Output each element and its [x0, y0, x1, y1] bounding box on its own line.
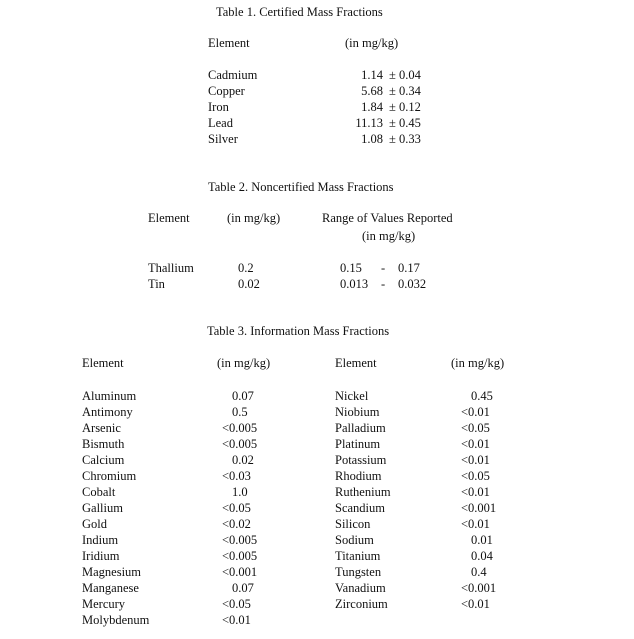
mass-fraction: <0.01: [222, 613, 251, 627]
table3-header-element-right: Element: [335, 356, 377, 370]
table-row: [0, 548, 634, 564]
element-name: Ruthenium: [335, 485, 391, 499]
element-name: Scandium: [335, 501, 385, 515]
mass-fraction: 0.2: [238, 261, 254, 275]
element-name: Tin: [148, 277, 165, 291]
mass-fraction: <0.005: [222, 533, 258, 547]
element-name: Palladium: [335, 421, 386, 435]
range-separator: -: [381, 277, 386, 291]
mass-fraction: 0.5: [232, 405, 248, 419]
table1-title: Table 1. Certified Mass Fractions: [216, 5, 383, 19]
element-name: Potassium: [335, 453, 387, 467]
mass-fraction: <0.001: [461, 581, 497, 595]
table3-header-element-left: Element: [82, 356, 124, 370]
table-row: [0, 596, 634, 612]
element-name: Silver: [208, 132, 238, 146]
table-row: [0, 260, 634, 276]
table-row: [0, 612, 320, 628]
range-low: 0.15: [340, 261, 362, 275]
table-row: [0, 436, 634, 452]
table1-body: [0, 67, 634, 147]
mass-fraction: <0.01: [461, 453, 490, 467]
range-high: 0.032: [398, 277, 427, 291]
mass-fraction: 0.02: [238, 277, 260, 291]
element-name: Arsenic: [82, 421, 121, 435]
mass-fraction: <0.03: [222, 469, 251, 483]
element-name: Molybdenum: [82, 613, 150, 627]
table-row: [0, 404, 634, 420]
element-name: Antimony: [82, 405, 133, 419]
element-name: Niobium: [335, 405, 380, 419]
table-row: [0, 564, 634, 580]
element-name: Titanium: [335, 549, 381, 563]
table3-header-value-right: (in mg/kg): [451, 356, 505, 370]
element-name: Iron: [208, 100, 229, 114]
mass-fraction: <0.01: [461, 405, 490, 419]
element-name: Gold: [82, 517, 107, 531]
element-name: Gallium: [82, 501, 123, 515]
table-row: [0, 99, 634, 115]
element-name: Cadmium: [208, 68, 258, 82]
range-high: 0.17: [398, 261, 420, 275]
mass-fraction: <0.005: [222, 549, 258, 563]
table3-header-value-left: (in mg/kg): [217, 356, 271, 370]
uncertainty: ± 0.04: [389, 68, 421, 82]
table-row: [0, 500, 634, 516]
table-row: [0, 276, 634, 292]
range-separator: -: [381, 261, 386, 275]
element-name: Platinum: [335, 437, 381, 451]
table-row: [0, 67, 634, 83]
mass-fraction: <0.01: [461, 485, 490, 499]
element-name: Tungsten: [335, 565, 382, 579]
table-row: [0, 115, 634, 131]
table-row: [0, 468, 634, 484]
mass-fraction: <0.05: [222, 501, 251, 515]
table1-header-element: Element: [208, 36, 250, 50]
table2-header-range-unit: (in mg/kg): [362, 229, 416, 243]
mass-fraction: 0.02: [232, 453, 254, 467]
table-row: [0, 420, 634, 436]
range-low: 0.013: [340, 277, 369, 291]
mass-fraction: 0.04: [471, 549, 493, 563]
table-row: [0, 580, 634, 596]
mass-fraction: <0.001: [461, 501, 497, 515]
mass-fraction: 1.0: [232, 485, 248, 499]
table-row: [0, 532, 634, 548]
element-name: Lead: [208, 116, 233, 130]
mass-fraction: <0.01: [461, 437, 490, 451]
element-name: Indium: [82, 533, 119, 547]
table-row: [0, 388, 634, 404]
element-name: Chromium: [82, 469, 137, 483]
mass-fraction: 1.84: [361, 100, 383, 114]
mass-fraction: <0.01: [461, 597, 490, 611]
element-name: Cobalt: [82, 485, 116, 499]
mass-fraction: 11.13: [355, 116, 383, 130]
element-name: Manganese: [82, 581, 139, 595]
element-name: Magnesium: [82, 565, 142, 579]
uncertainty: ± 0.34: [389, 84, 421, 98]
mass-fraction: 0.45: [471, 389, 493, 403]
mass-fraction: <0.05: [461, 469, 490, 483]
element-name: Nickel: [335, 389, 369, 403]
element-name: Aluminum: [82, 389, 137, 403]
mass-fraction: 0.07: [232, 581, 254, 595]
mass-fraction: 1.14: [361, 68, 383, 82]
table2-header-value: (in mg/kg): [227, 211, 281, 225]
mass-fraction: <0.01: [461, 517, 490, 531]
uncertainty: ± 0.33: [389, 132, 421, 146]
mass-fraction: <0.001: [222, 565, 258, 579]
mass-fraction: <0.05: [461, 421, 490, 435]
table2-title: Table 2. Noncertified Mass Fractions: [208, 180, 394, 194]
table-row: [0, 484, 634, 500]
table-row: [0, 516, 634, 532]
element-name: Iridium: [82, 549, 120, 563]
table2-header-element: Element: [148, 211, 190, 225]
element-name: Thallium: [148, 261, 194, 275]
mass-fraction: 5.68: [361, 84, 383, 98]
element-name: Mercury: [82, 597, 126, 611]
uncertainty: ± 0.12: [389, 100, 421, 114]
table-row: [0, 131, 634, 147]
table-row: [0, 452, 634, 468]
table3-right-body: [0, 388, 634, 612]
element-name: Copper: [208, 84, 245, 98]
mass-fraction: <0.005: [222, 437, 258, 451]
element-name: Sodium: [335, 533, 374, 547]
table1-header-value: (in mg/kg): [345, 36, 399, 50]
table2-header-range: Range of Values Reported: [322, 211, 453, 225]
table-row: [0, 83, 634, 99]
mass-fraction: <0.05: [222, 597, 251, 611]
element-name: Zirconium: [335, 597, 388, 611]
mass-fraction: 0.07: [232, 389, 254, 403]
element-name: Vanadium: [335, 581, 386, 595]
table2-body: [0, 260, 634, 292]
table3-title: Table 3. Information Mass Fractions: [207, 324, 390, 338]
mass-fraction: 0.4: [471, 565, 487, 579]
element-name: Calcium: [82, 453, 125, 467]
element-name: Silicon: [335, 517, 371, 531]
uncertainty: ± 0.45: [389, 116, 421, 130]
mass-fraction: <0.005: [222, 421, 258, 435]
element-name: Bismuth: [82, 437, 125, 451]
mass-fraction: 0.01: [471, 533, 493, 547]
element-name: Rhodium: [335, 469, 382, 483]
mass-fraction: <0.02: [222, 517, 251, 531]
mass-fraction: 1.08: [361, 132, 383, 146]
